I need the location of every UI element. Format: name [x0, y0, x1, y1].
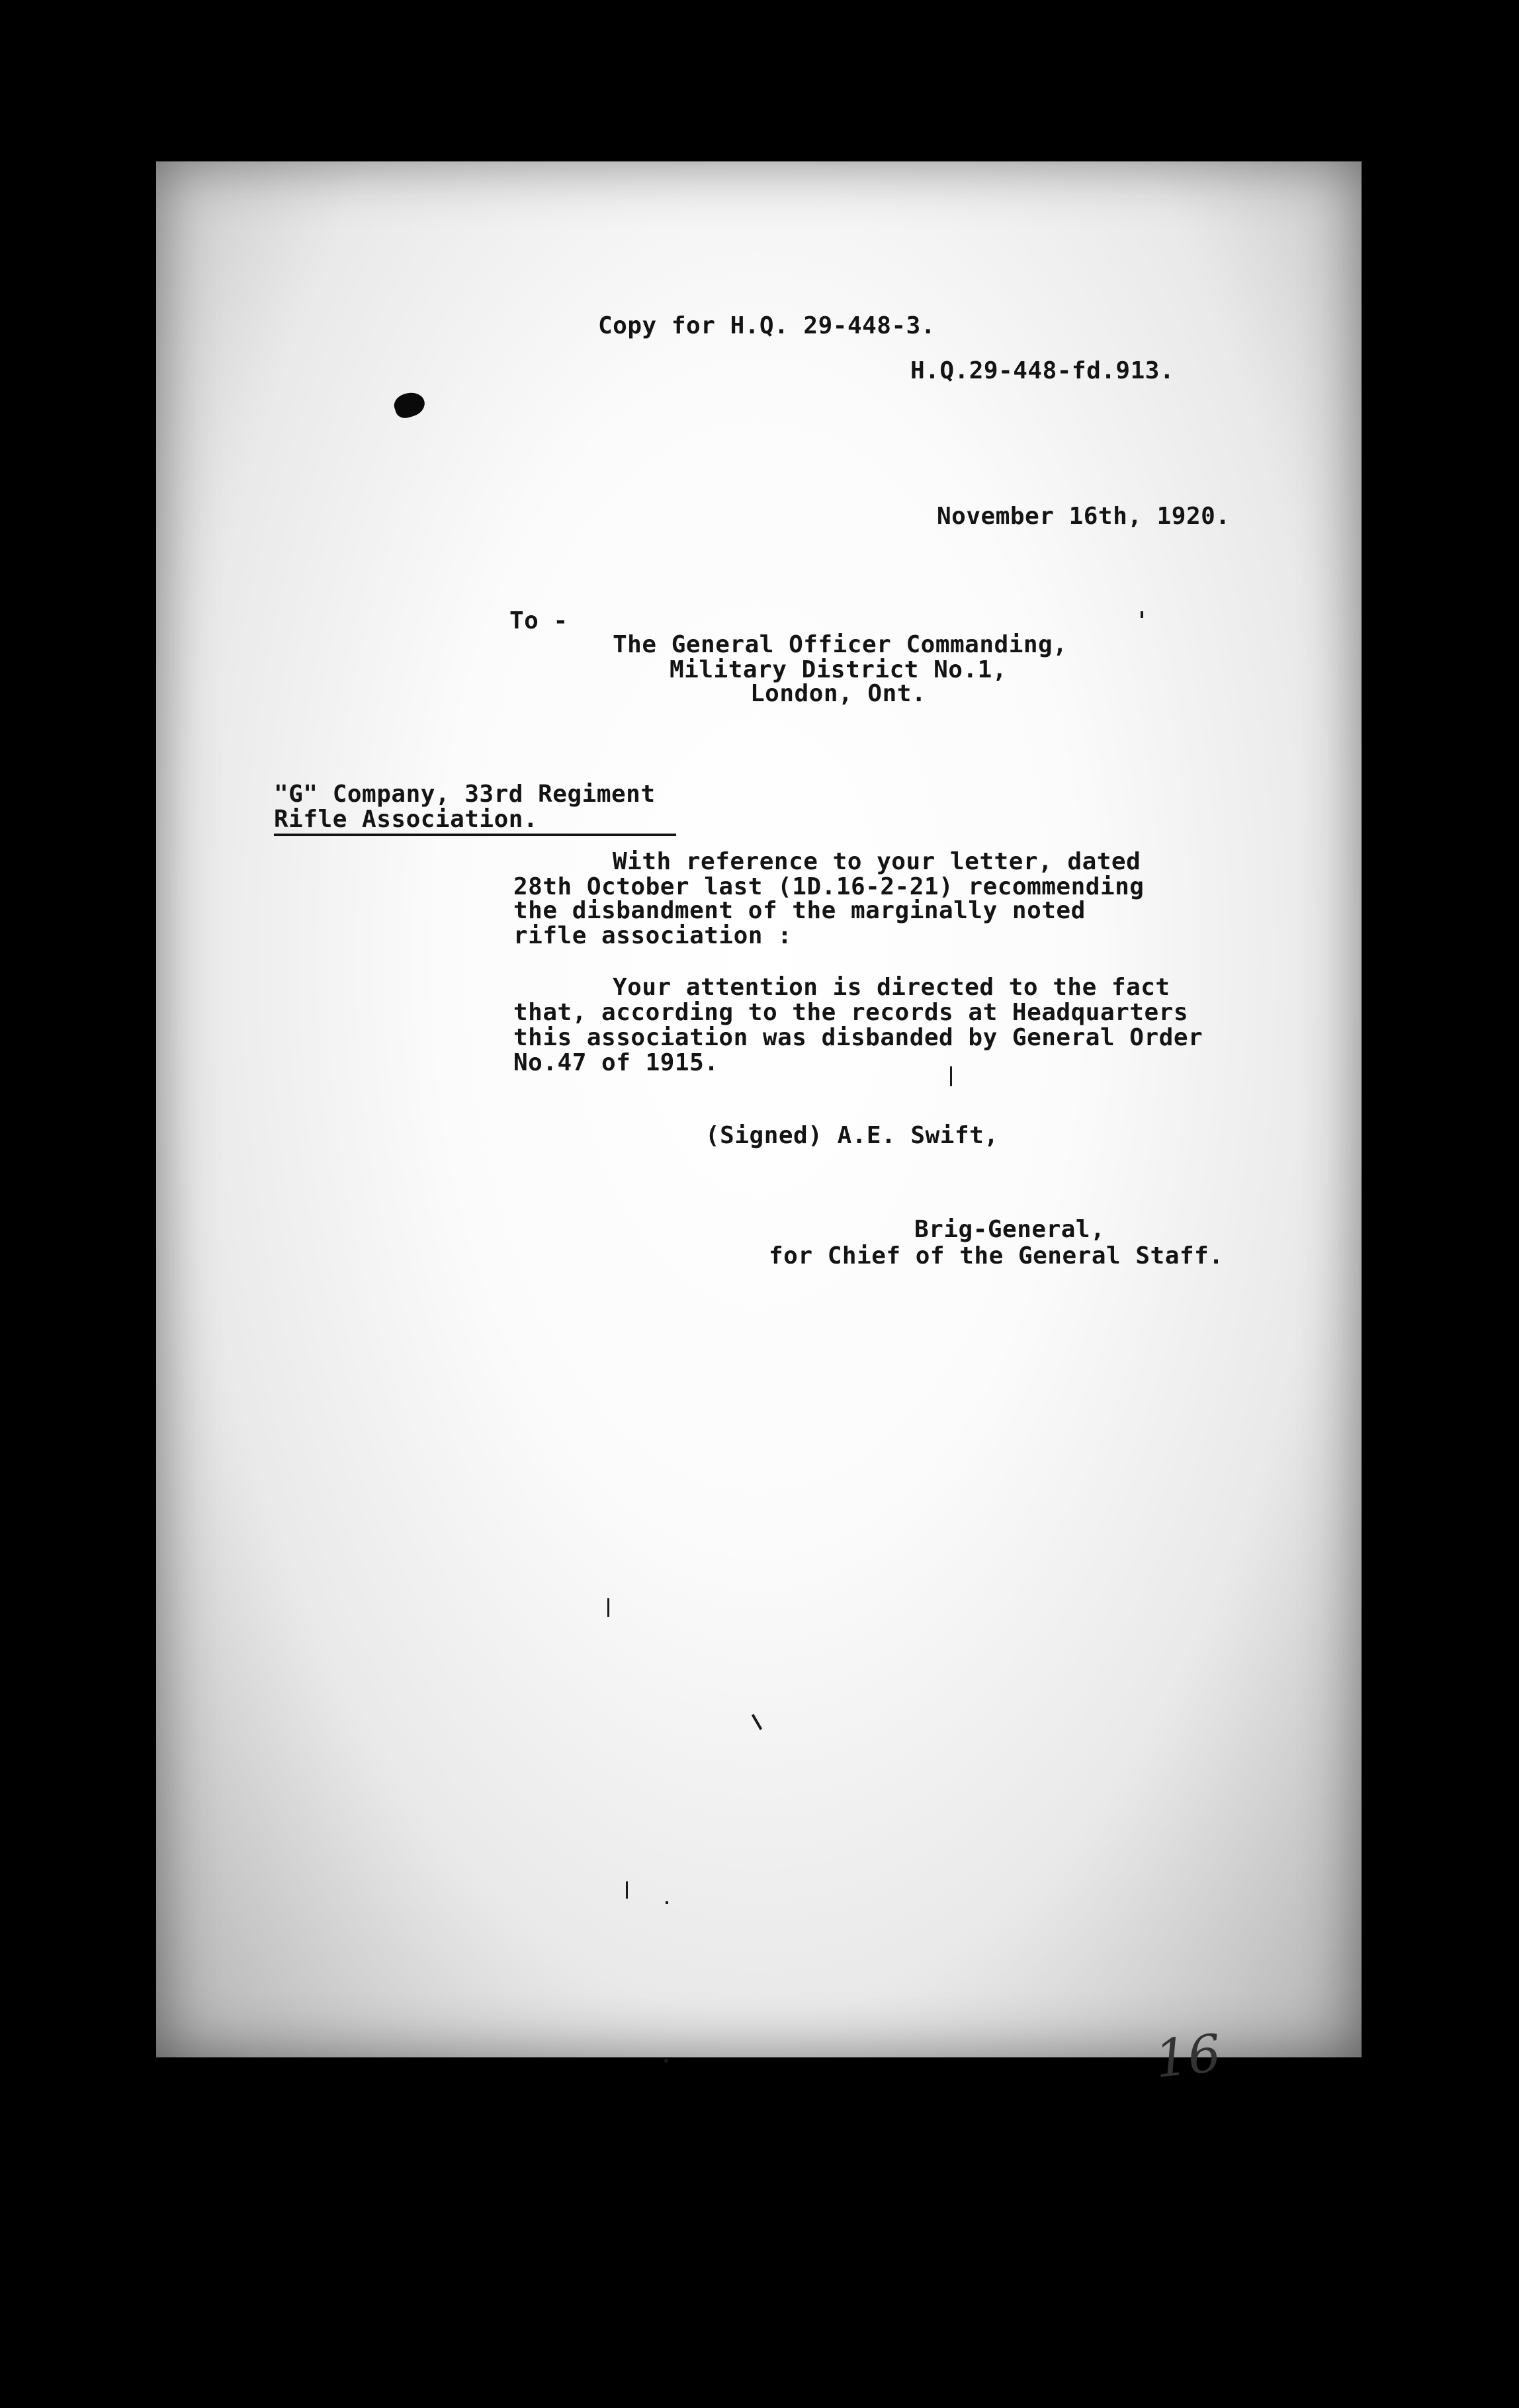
- signed-line: (Signed) A.E. Swift,: [705, 1122, 999, 1149]
- letter-page: [156, 161, 1362, 2090]
- recipient-line-1: The General Officer Commanding,: [613, 631, 1068, 658]
- copy-line: Copy for H.Q. 29-448-3.: [598, 312, 935, 339]
- ink-speck: [626, 1881, 628, 1899]
- body-para2-line-1: Your attention is directed to the fact: [613, 974, 1170, 1001]
- to-label: To -: [509, 607, 568, 634]
- binder-hole-mark: [392, 389, 428, 421]
- ink-speck: [1141, 611, 1143, 618]
- signatory-title: for Chief of the General Staff.: [769, 1242, 1224, 1269]
- subject-line-1: "G" Company, 33rd Regiment: [274, 781, 656, 808]
- handwritten-page-number: 16: [1152, 2024, 1224, 2090]
- ink-speck: [752, 1714, 762, 1731]
- body-para1-line-4: rifle association :: [513, 922, 793, 949]
- recipient-line-3: London, Ont.: [750, 680, 927, 707]
- ink-speck: [950, 1066, 952, 1086]
- subject-line-2: Rifle Association.: [274, 807, 676, 836]
- body-para1-line-3: the disbandment of the marginally noted: [513, 897, 1086, 924]
- ink-speck: [666, 1901, 668, 1904]
- body-para2-line-3: this association was disbanded by General Order: [513, 1024, 1203, 1051]
- letter-date: November 16th, 1920.: [937, 503, 1231, 530]
- body-para2-line-2: that, according to the records at Headquarters: [513, 999, 1188, 1026]
- body-para2-line-4: No.47 of 1915.: [513, 1049, 719, 1076]
- ink-speck: [607, 1598, 609, 1617]
- recipient-line-2: Military District No.1,: [670, 656, 1007, 683]
- ink-speck: [664, 2059, 668, 2063]
- file-reference: H.Q.29-448-fd.913.: [910, 357, 1175, 384]
- body-para1-line-2: 28th October last (1D.16-2-21) recommending: [513, 873, 1145, 900]
- body-para1-line-1: With reference to your letter, dated: [613, 848, 1141, 875]
- signatory-rank: Brig-General,: [914, 1216, 1106, 1243]
